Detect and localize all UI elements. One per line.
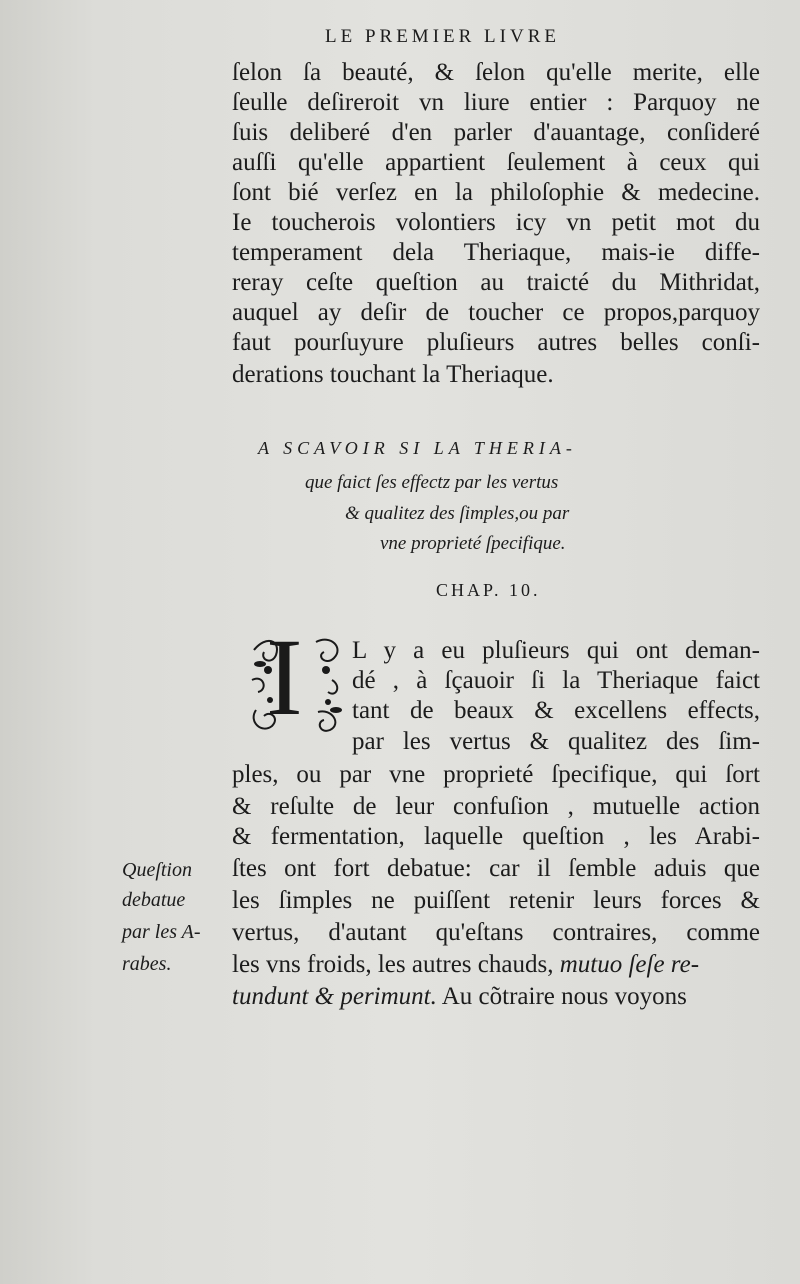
body-line: par les vertus & qualitez des ſim- <box>352 728 760 755</box>
margin-note-line: rabes. <box>122 953 172 975</box>
dropcap-letter: I <box>266 616 303 738</box>
margin-note-line: par les A- <box>122 921 201 943</box>
body-line: auquel ay deſir de toucher ce propos,parquoy <box>232 299 760 326</box>
body-line <box>232 982 760 1011</box>
chapter-number: CHAP. 10. <box>436 580 541 600</box>
body-line: ples, ou par vne proprieté ſpecifique, qui ſort <box>232 761 760 788</box>
latin-phrase: & perimunt. <box>314 983 437 1010</box>
latin-phrase: tundunt <box>232 983 309 1010</box>
body-line: L y a eu pluſieurs qui ont deman- <box>352 637 760 664</box>
latin-phrase: mutuo ſeſe re- <box>559 951 700 978</box>
body-line: vertus, d'autant qu'eſtans contraires, comme <box>232 919 760 946</box>
body-line: ſtes ont fort debatue: car il ſemble aduis que <box>232 855 760 882</box>
body-line: faut pourſuyure pluſieurs autres belles conſi- <box>232 329 760 356</box>
body-line: les ſimples ne puiſſent retenir leurs forces & <box>232 887 760 914</box>
body-line: & fermentation, laquelle queſtion , les Arabi- <box>232 823 760 850</box>
body-line: ſont bié verſez en la philoſophie & medecine. <box>232 179 760 206</box>
body-line: Ie toucherois volontiers icy vn petit mot du <box>232 209 760 236</box>
body-text-span: les vns froids, les autres chauds, <box>232 951 554 978</box>
body-line: temperament dela Theriaque, mais-ie diffe- <box>232 239 760 266</box>
body-line: tant de beaux & excellens effects, <box>352 697 760 724</box>
body-text-span: Au cõtraire nous voyons <box>441 983 687 1010</box>
decorated-initial <box>246 616 348 738</box>
body-line: ſeulle deſireroit vn liure entier : Parquoy ne <box>232 89 760 116</box>
heading-line: vne proprieté ſpecifique. <box>380 533 566 554</box>
body-line: reray ceſte queſtion au traicté du Mithridat, <box>232 269 760 296</box>
margin-note-line: debatue <box>122 889 186 911</box>
body-line: & reſulte de leur confuſion , mutuelle action <box>232 793 760 820</box>
heading-line: que faict ſes effectz par les vertus <box>305 472 559 493</box>
heading-line: A SCAVOIR SI LA THERIA- <box>258 438 577 458</box>
body-line <box>232 950 760 979</box>
body-line: derations touchant la Theriaque. <box>232 361 554 388</box>
body-line: ſuis deliberé d'en parler d'auantage, conſideré <box>232 119 760 146</box>
body-line: auſſi qu'elle appartient ſeulement à ceux qui <box>232 149 760 176</box>
running-title: LE PREMIER LIVRE <box>325 26 560 47</box>
heading-line: & qualitez des ſimples,ou par <box>345 503 570 524</box>
margin-note-line: Queſtion <box>122 859 192 881</box>
body-line: ſelon ſa beauté, & ſelon qu'elle merite, elle <box>232 59 760 86</box>
body-line: dé , à ſçauoir ſi la Theriaque faict <box>352 667 760 694</box>
